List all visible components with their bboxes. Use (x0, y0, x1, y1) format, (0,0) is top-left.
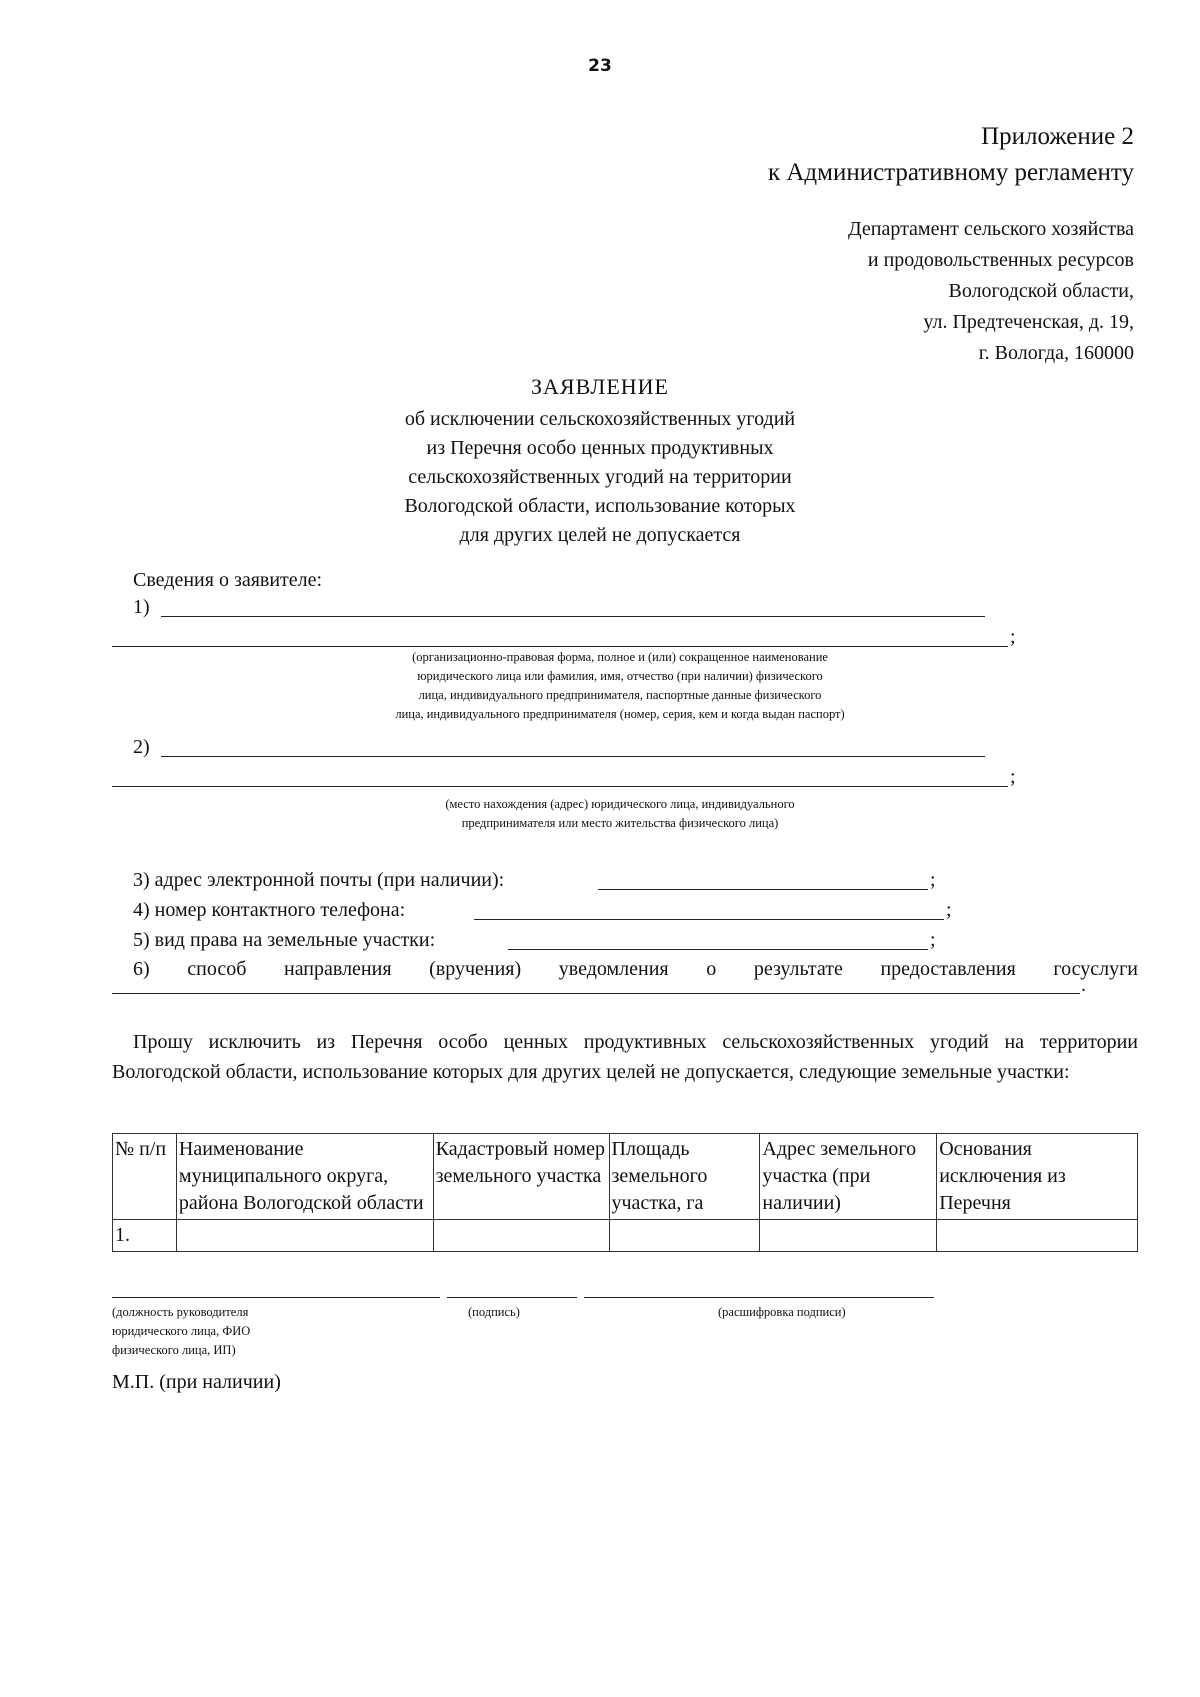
item6-label: 6) способ направления (вручения) уведомления о результате предоставления госуслуги (133, 958, 1138, 980)
annex-header (768, 119, 1134, 191)
item2-note-line-1: (место нахождения (адрес) юридического лица, индивидуального (445, 797, 795, 811)
item2-field-line-2[interactable] (112, 786, 1008, 787)
item3-semicolon: ; (930, 869, 936, 891)
parcels-table (112, 1133, 1138, 1252)
document-subtitle (0, 405, 1200, 550)
table-cell-cadastral-number[interactable] (433, 1220, 609, 1252)
position-label (112, 1303, 250, 1360)
signature-field-line[interactable] (447, 1297, 577, 1298)
addressee-line-5: г. Вологда, 160000 (978, 342, 1134, 364)
addressee-line-1: Департамент сельского хозяйства (847, 218, 1134, 240)
item1-field-line-1[interactable] (161, 616, 985, 617)
subtitle-line-1: об исключении сельскохозяйственных угодий (404, 408, 796, 430)
item3-label: 3) адрес электронной почты (при наличии): (133, 869, 505, 891)
item4-label: 4) номер контактного телефона: (133, 899, 406, 921)
subtitle-line-4: Вологодской области, использование которых (404, 495, 796, 517)
item2-note (300, 795, 940, 833)
item2-semicolon: ; (1010, 766, 1016, 788)
item1-note-line-3: лица, индивидуального предпринимателя, паспортные данные физического (418, 688, 822, 702)
column-header-address: Адрес земельного участка (при наличии) (760, 1134, 937, 1220)
signature-decoding-field-line[interactable] (584, 1297, 934, 1298)
column-header-area: Площадь земельного участка, га (609, 1134, 760, 1220)
item2-number: 2) (133, 736, 150, 758)
decoding-label: (расшифровка подписи) (718, 1305, 846, 1319)
table-header-row (113, 1134, 1138, 1220)
column-header-grounds: Основания исключения из Перечня (937, 1134, 1138, 1220)
table-cell-area[interactable] (609, 1220, 760, 1252)
table-cell-address[interactable] (760, 1220, 937, 1252)
item1-note-line-4: лица, индивидуального предпринимателя (номер, серия, кем и когда выдан паспорт) (395, 707, 845, 721)
item2-field-line-1[interactable] (161, 756, 985, 757)
annex-line-2: к Административному регламенту (767, 159, 1134, 186)
item6-period: . (1081, 974, 1086, 996)
item4-phone-field[interactable] (474, 919, 944, 920)
table-cell-municipality[interactable] (176, 1220, 433, 1252)
item2-note-line-2: предпринимателя или место жительства физического лица) (461, 816, 779, 830)
table-cell-grounds[interactable] (937, 1220, 1138, 1252)
item1-note-line-1: (организационно-правовая форма, полное и (или) сокращенное наименование (412, 650, 828, 664)
position-label-line-3: физического лица, ИП) (112, 1343, 236, 1357)
table-cell-number: 1. (113, 1220, 177, 1252)
item4-semicolon: ; (946, 899, 952, 921)
addressee-line-3: Вологодской области, (948, 280, 1134, 302)
item1-field-line-2[interactable] (112, 646, 1008, 647)
column-header-municipality: Наименование муниципального округа, района Вологодской области (176, 1134, 433, 1220)
position-field-line[interactable] (112, 1297, 440, 1298)
item3-email-field[interactable] (598, 889, 928, 890)
column-header-number: № п/п (113, 1134, 177, 1220)
position-label-line-1: (должность руководителя (112, 1305, 249, 1319)
subtitle-line-3: сельскохозяйственных угодий на территории (408, 466, 792, 488)
item1-semicolon: ; (1010, 626, 1016, 648)
stamp-note: М.П. (при наличии) (112, 1371, 281, 1393)
column-header-cadastral-number: Кадастровый номер земельного участка (433, 1134, 609, 1220)
subtitle-line-2: из Перечня особо ценных продуктивных (426, 437, 774, 459)
item5-rights-field[interactable] (508, 949, 928, 950)
addressee-block (848, 214, 1134, 369)
page-number: 23 (588, 56, 612, 76)
subtitle-line-5: для других целей не допускается (459, 524, 741, 546)
addressee-line-4: ул. Предтеченская, д. 19, (923, 311, 1134, 333)
position-label-line-2: юридического лица, ФИО (112, 1324, 251, 1338)
item1-note-line-2: юридического лица или фамилия, имя, отчество (при наличии) физического (417, 669, 823, 683)
document-title: ЗАЯВЛЕНИЕ (531, 374, 669, 399)
addressee-line-2: и продовольственных ресурсов (867, 249, 1134, 271)
item5-label: 5) вид права на земельные участки: (133, 929, 436, 951)
item1-number: 1) (133, 596, 150, 618)
applicant-heading: Сведения о заявителе: (133, 569, 323, 591)
signature-label: (подпись) (468, 1305, 520, 1319)
item6-delivery-field[interactable] (112, 993, 1080, 994)
request-paragraph: Прошу исключить из Перечня особо ценных продуктивных сельскохозяйственных угодий на территории Вологодской области, использование которых для других целей не допускается, следующие земельные участки: (112, 1031, 1138, 1083)
item1-note (260, 648, 980, 724)
table-row (113, 1220, 1138, 1252)
item5-semicolon: ; (930, 929, 936, 951)
annex-line-1: Приложение 2 (981, 123, 1134, 150)
